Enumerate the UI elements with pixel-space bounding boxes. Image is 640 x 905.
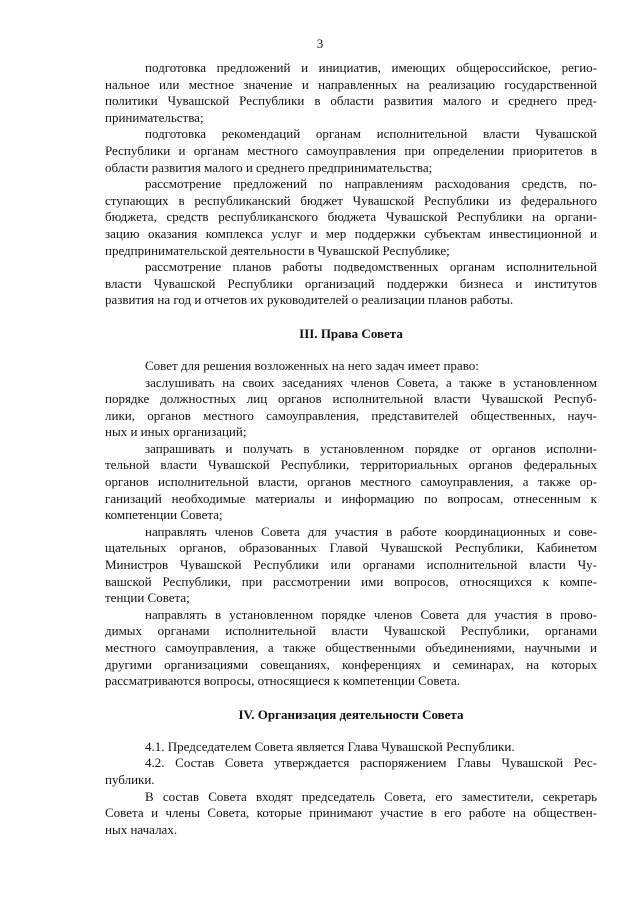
text-line: предпринимательской деятельности в Чувашской Республике; <box>105 242 450 258</box>
text-line: лики, органов местного самоуправления, представителей общественных, науч- <box>105 407 597 423</box>
text-line: тельной власти Чувашской Республики, территориальных органов федеральных <box>105 457 597 473</box>
text-line: В состав Совета входят председатель Совета, его заместители, секретарь <box>145 788 597 804</box>
text-line: публики. <box>105 771 155 787</box>
text-line: Совет для решения возложенных на него задач имеет право: <box>145 357 479 373</box>
text-line: заслушивать на своих заседаниях членов Совета, а также в установленном <box>145 374 597 390</box>
text-line: развития на год и отчетов их руководителей о реализации планов работы. <box>105 292 514 308</box>
text-line: ных началах. <box>105 821 178 837</box>
text-line: рассмотрение планов работы подведомственных органам исполнительной <box>145 259 597 275</box>
page-number: 3 <box>316 36 324 51</box>
text-line: области развития малого и среднего предпринимательства; <box>105 159 433 175</box>
text-line: рассматриваются вопросы, относящиеся к компетенции Совета. <box>105 673 461 689</box>
text-line: политики Чувашской Республики в области развития малого и среднего пред- <box>105 93 597 109</box>
text-line: бюджета, средств республиканского бюджета Чувашской Республики на органи- <box>105 209 597 225</box>
text-line: тенции Совета; <box>105 590 190 606</box>
text-line: подготовка предложений и инициатив, имеющих общероссийское, регио- <box>145 60 597 75</box>
text-line: димых органами исполнительной власти Чувашской Республики, органами <box>105 623 597 639</box>
text-line: ганизаций необходимые материалы и информацию по вопросам, отнесенным к <box>105 490 597 506</box>
document-body <box>105 60 597 838</box>
section-heading-organization: IV. Организация деятельности Совета <box>238 706 464 722</box>
text-line: компетенции Совета; <box>105 507 223 523</box>
text-line: Республики и органам местного самоуправления при определении приоритетов в <box>105 142 597 158</box>
text-line: другими организациями совещаниях, конференциях и семинарах, на которых <box>105 656 597 672</box>
text-line: местного самоуправления, а также общественными объединениями, научными и <box>105 640 597 655</box>
text-line: порядке должностных лиц органов исполнительной власти Чувашской Респуб- <box>105 391 597 407</box>
text-line: Совета и члены Совета, которые принимают участие в его работе на обществен- <box>105 805 597 821</box>
text-line: 4.2. Состав Совета утверждается распоряжением Главы Чувашской Рес- <box>145 755 597 771</box>
text-line: подготовка рекомендаций органам исполнительной власти Чувашской <box>145 126 597 142</box>
text-line: щательных органов, образованных Главой Чувашской Республики, Кабинетом <box>105 540 597 556</box>
text-line: власти Чувашской Республики организаций поддержки бизнеса и институтов <box>105 275 597 291</box>
text-line: зацию оказания комплекса услуг и мер поддержки субъектам инвестиционной и <box>105 225 597 241</box>
text-line: рассмотрение предложений по направлениям расходования средств, по- <box>145 176 597 192</box>
text-line: 4.1. Председателем Совета является Глава Чувашской Республики. <box>145 738 515 754</box>
text-line: нальное или местное значение и направленных на реализацию государственной <box>105 76 597 92</box>
text-line: запрашивать и получать в установленном порядке от органов исполни- <box>145 440 597 456</box>
text-line: принимательства; <box>105 109 204 125</box>
text-line: направлять членов Совета для участия в работе координационных и сове- <box>145 523 597 539</box>
text-line: Министров Чувашской Республики или органами исполнительной власти Чу- <box>105 557 597 573</box>
text-line: ных и иных организаций; <box>105 424 247 440</box>
text-line: ступающих в республиканский бюджет Чувашской Республики из федерального <box>105 192 597 208</box>
text-line: направлять в установленном порядке членов Совета для участия в прово- <box>145 606 597 622</box>
text-line: вашской Республики, при рассмотрении ими вопросов, относящихся к компе- <box>105 573 597 589</box>
section-heading-rights: III. Права Совета <box>299 325 403 341</box>
text-line: органов исполнительной власти, органов местного самоуправления, а также ор- <box>105 474 597 490</box>
